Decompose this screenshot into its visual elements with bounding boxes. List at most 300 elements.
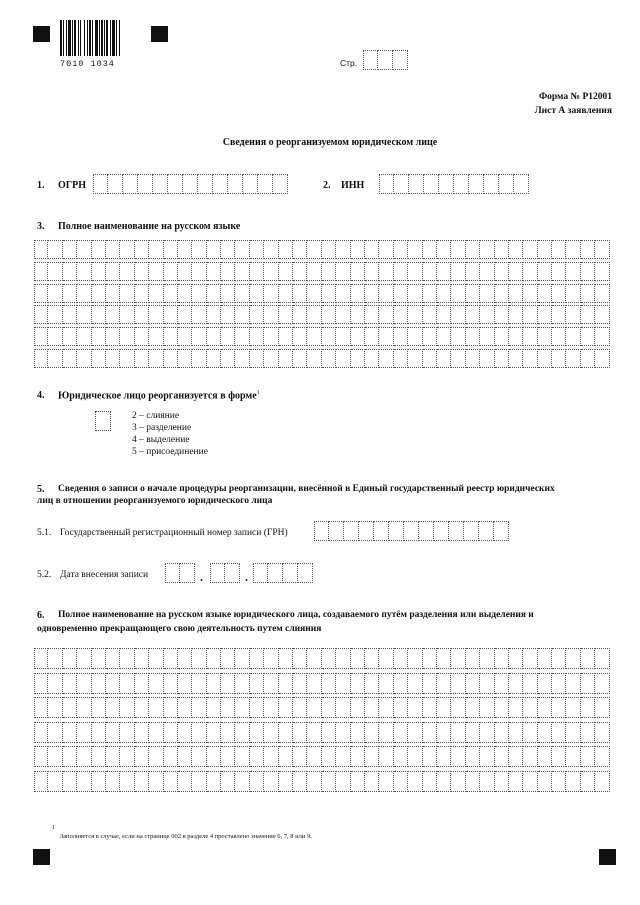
- char-cell[interactable]: [120, 262, 134, 281]
- char-cell[interactable]: [228, 174, 243, 194]
- char-cell[interactable]: [93, 174, 108, 194]
- char-cell[interactable]: [34, 722, 48, 743]
- char-cell[interactable]: [135, 262, 149, 281]
- char-cell[interactable]: [63, 284, 77, 303]
- char-cell[interactable]: [264, 673, 278, 694]
- char-cell[interactable]: [207, 746, 221, 767]
- char-cell[interactable]: [307, 746, 321, 767]
- char-cell[interactable]: [509, 284, 523, 303]
- char-cell[interactable]: [552, 771, 566, 792]
- char-cell[interactable]: [235, 697, 249, 718]
- char-cell[interactable]: [538, 673, 552, 694]
- char-cell[interactable]: [135, 327, 149, 346]
- char-cell[interactable]: [394, 722, 408, 743]
- char-cell[interactable]: [449, 521, 464, 541]
- char-cell[interactable]: [379, 327, 393, 346]
- char-cell[interactable]: [106, 327, 120, 346]
- char-cell[interactable]: [466, 284, 480, 303]
- char-cell[interactable]: [307, 648, 321, 669]
- char-cell[interactable]: [581, 648, 595, 669]
- char-cell[interactable]: [34, 648, 48, 669]
- char-cell[interactable]: [379, 262, 393, 281]
- char-cell[interactable]: [221, 722, 235, 743]
- char-cell[interactable]: [264, 697, 278, 718]
- char-cell[interactable]: [379, 349, 393, 368]
- char-cell[interactable]: [423, 240, 437, 259]
- char-cell[interactable]: [365, 349, 379, 368]
- char-cell[interactable]: [365, 305, 379, 324]
- char-cell[interactable]: [509, 349, 523, 368]
- char-cell[interactable]: [394, 174, 409, 194]
- char-cell[interactable]: [451, 305, 465, 324]
- char-cell[interactable]: [538, 746, 552, 767]
- char-cell[interactable]: [454, 174, 469, 194]
- char-cell[interactable]: [250, 262, 264, 281]
- char-cell[interactable]: [394, 262, 408, 281]
- char-cell[interactable]: [581, 284, 595, 303]
- char-cell[interactable]: [221, 327, 235, 346]
- char-cell[interactable]: [566, 349, 580, 368]
- char-cell[interactable]: [329, 521, 344, 541]
- char-cell[interactable]: [538, 349, 552, 368]
- char-cell[interactable]: [566, 284, 580, 303]
- char-cell[interactable]: [552, 673, 566, 694]
- char-cell[interactable]: [437, 284, 451, 303]
- char-cell[interactable]: [336, 746, 350, 767]
- char-cell[interactable]: [394, 327, 408, 346]
- char-cell[interactable]: [495, 305, 509, 324]
- char-cell[interactable]: [480, 327, 494, 346]
- char-cell[interactable]: [279, 240, 293, 259]
- char-cell[interactable]: [106, 262, 120, 281]
- char-cell[interactable]: [207, 284, 221, 303]
- char-cell[interactable]: [509, 648, 523, 669]
- char-cell[interactable]: [120, 648, 134, 669]
- char-cell[interactable]: [120, 771, 134, 792]
- char-cell[interactable]: [336, 284, 350, 303]
- char-cell[interactable]: [264, 648, 278, 669]
- char-cell[interactable]: [293, 771, 307, 792]
- char-cell[interactable]: [538, 284, 552, 303]
- char-cell[interactable]: [192, 697, 206, 718]
- char-cell[interactable]: [552, 722, 566, 743]
- char-cell[interactable]: [279, 648, 293, 669]
- char-cell[interactable]: [566, 746, 580, 767]
- char-cell[interactable]: [164, 240, 178, 259]
- char-cell[interactable]: [566, 240, 580, 259]
- char-cell[interactable]: [120, 673, 134, 694]
- char-cell[interactable]: [178, 771, 192, 792]
- char-cell[interactable]: [480, 648, 494, 669]
- char-cell[interactable]: [63, 746, 77, 767]
- char-cell[interactable]: [480, 349, 494, 368]
- date-month-input[interactable]: [210, 563, 240, 583]
- char-cell[interactable]: [279, 284, 293, 303]
- char-cell[interactable]: [221, 262, 235, 281]
- char-cell[interactable]: [379, 284, 393, 303]
- char-cell[interactable]: [552, 349, 566, 368]
- char-cell[interactable]: [523, 240, 537, 259]
- char-cell[interactable]: [351, 697, 365, 718]
- grid-row[interactable]: [34, 771, 610, 792]
- char-cell[interactable]: [466, 240, 480, 259]
- char-cell[interactable]: [77, 240, 91, 259]
- char-cell[interactable]: [379, 771, 393, 792]
- char-cell[interactable]: [293, 746, 307, 767]
- char-cell[interactable]: [451, 284, 465, 303]
- char-cell[interactable]: [423, 697, 437, 718]
- char-cell[interactable]: [77, 262, 91, 281]
- char-cell[interactable]: [365, 262, 379, 281]
- char-cell[interactable]: [307, 327, 321, 346]
- char-cell[interactable]: [523, 284, 537, 303]
- char-cell[interactable]: [279, 746, 293, 767]
- char-cell[interactable]: [34, 262, 48, 281]
- inn-input[interactable]: [379, 174, 529, 194]
- char-cell[interactable]: [423, 284, 437, 303]
- char-cell[interactable]: [466, 648, 480, 669]
- char-cell[interactable]: [351, 262, 365, 281]
- char-cell[interactable]: [437, 746, 451, 767]
- char-cell[interactable]: [523, 771, 537, 792]
- char-cell[interactable]: [48, 648, 62, 669]
- char-cell[interactable]: [581, 262, 595, 281]
- char-cell[interactable]: [92, 648, 106, 669]
- char-cell[interactable]: [439, 174, 454, 194]
- char-cell[interactable]: [469, 174, 484, 194]
- char-cell[interactable]: [322, 327, 336, 346]
- char-cell[interactable]: [409, 174, 424, 194]
- char-cell[interactable]: [192, 262, 206, 281]
- char-cell[interactable]: [192, 327, 206, 346]
- char-cell[interactable]: [63, 262, 77, 281]
- char-cell[interactable]: [48, 327, 62, 346]
- char-cell[interactable]: [192, 349, 206, 368]
- char-cell[interactable]: [48, 240, 62, 259]
- char-cell[interactable]: [264, 746, 278, 767]
- char-cell[interactable]: [389, 521, 404, 541]
- char-cell[interactable]: [250, 697, 264, 718]
- char-cell[interactable]: [63, 349, 77, 368]
- char-cell[interactable]: [207, 771, 221, 792]
- char-cell[interactable]: [423, 746, 437, 767]
- char-cell[interactable]: [365, 697, 379, 718]
- char-cell[interactable]: [322, 648, 336, 669]
- char-cell[interactable]: [322, 697, 336, 718]
- char-cell[interactable]: [379, 240, 393, 259]
- char-cell[interactable]: [495, 349, 509, 368]
- char-cell[interactable]: [351, 305, 365, 324]
- char-cell[interactable]: [149, 305, 163, 324]
- char-cell[interactable]: [135, 697, 149, 718]
- char-cell[interactable]: [279, 327, 293, 346]
- char-cell[interactable]: [120, 284, 134, 303]
- char-cell[interactable]: [135, 673, 149, 694]
- char-cell[interactable]: [293, 240, 307, 259]
- char-cell[interactable]: [192, 305, 206, 324]
- char-cell[interactable]: [499, 174, 514, 194]
- char-cell[interactable]: [164, 284, 178, 303]
- char-cell[interactable]: [164, 673, 178, 694]
- ogrn-input[interactable]: [93, 174, 288, 194]
- char-cell[interactable]: [437, 697, 451, 718]
- char-cell[interactable]: [495, 240, 509, 259]
- char-cell[interactable]: [48, 284, 62, 303]
- char-cell[interactable]: [221, 673, 235, 694]
- char-cell[interactable]: [34, 746, 48, 767]
- char-cell[interactable]: [106, 771, 120, 792]
- char-cell[interactable]: [92, 305, 106, 324]
- char-cell[interactable]: [351, 746, 365, 767]
- char-cell[interactable]: [351, 673, 365, 694]
- char-cell[interactable]: [408, 284, 422, 303]
- char-cell[interactable]: [92, 327, 106, 346]
- char-cell[interactable]: [149, 240, 163, 259]
- char-cell[interactable]: [437, 648, 451, 669]
- char-cell[interactable]: [408, 648, 422, 669]
- char-cell[interactable]: [293, 697, 307, 718]
- char-cell[interactable]: [120, 697, 134, 718]
- char-cell[interactable]: [379, 174, 394, 194]
- char-cell[interactable]: [120, 349, 134, 368]
- char-cell[interactable]: [92, 746, 106, 767]
- grn-input[interactable]: [314, 521, 509, 541]
- char-cell[interactable]: [164, 305, 178, 324]
- char-cell[interactable]: [92, 673, 106, 694]
- char-cell[interactable]: [408, 262, 422, 281]
- char-cell[interactable]: [322, 722, 336, 743]
- char-cell[interactable]: [63, 771, 77, 792]
- char-cell[interactable]: [464, 521, 479, 541]
- char-cell[interactable]: [63, 648, 77, 669]
- char-cell[interactable]: [92, 771, 106, 792]
- char-cell[interactable]: [34, 697, 48, 718]
- char-cell[interactable]: [264, 262, 278, 281]
- char-cell[interactable]: [135, 305, 149, 324]
- char-cell[interactable]: [423, 349, 437, 368]
- char-cell[interactable]: [408, 240, 422, 259]
- char-cell[interactable]: [423, 262, 437, 281]
- char-cell[interactable]: [279, 771, 293, 792]
- char-cell[interactable]: [509, 771, 523, 792]
- char-cell[interactable]: [63, 697, 77, 718]
- char-cell[interactable]: [581, 240, 595, 259]
- char-cell[interactable]: [48, 349, 62, 368]
- char-cell[interactable]: [451, 327, 465, 346]
- char-cell[interactable]: [106, 648, 120, 669]
- char-cell[interactable]: [466, 722, 480, 743]
- char-cell[interactable]: [322, 673, 336, 694]
- char-cell[interactable]: [451, 771, 465, 792]
- char-cell[interactable]: [595, 305, 609, 324]
- char-cell[interactable]: [279, 262, 293, 281]
- char-cell[interactable]: [322, 746, 336, 767]
- char-cell[interactable]: [495, 697, 509, 718]
- char-cell[interactable]: [250, 284, 264, 303]
- char-cell[interactable]: [221, 648, 235, 669]
- char-cell[interactable]: [437, 673, 451, 694]
- char-cell[interactable]: [466, 673, 480, 694]
- char-cell[interactable]: [552, 305, 566, 324]
- grid-row[interactable]: [34, 327, 610, 346]
- char-cell[interactable]: [207, 673, 221, 694]
- char-cell[interactable]: [293, 722, 307, 743]
- char-cell[interactable]: [379, 697, 393, 718]
- char-cell[interactable]: [77, 746, 91, 767]
- char-cell[interactable]: [408, 722, 422, 743]
- char-cell[interactable]: [77, 349, 91, 368]
- char-cell[interactable]: [120, 722, 134, 743]
- char-cell[interactable]: [595, 284, 609, 303]
- char-cell[interactable]: [495, 648, 509, 669]
- char-cell[interactable]: [149, 284, 163, 303]
- char-cell[interactable]: [480, 673, 494, 694]
- char-cell[interactable]: [595, 327, 609, 346]
- char-cell[interactable]: [523, 262, 537, 281]
- char-cell[interactable]: [235, 349, 249, 368]
- char-cell[interactable]: [213, 174, 228, 194]
- char-cell[interactable]: [394, 697, 408, 718]
- char-cell[interactable]: [235, 722, 249, 743]
- char-cell[interactable]: [408, 327, 422, 346]
- char-cell[interactable]: [566, 697, 580, 718]
- grid-row[interactable]: [34, 240, 610, 259]
- char-cell[interactable]: [322, 284, 336, 303]
- char-cell[interactable]: [480, 771, 494, 792]
- char-cell[interactable]: [538, 327, 552, 346]
- char-cell[interactable]: [258, 174, 273, 194]
- char-cell[interactable]: [48, 746, 62, 767]
- reorg-form-code-input[interactable]: [95, 411, 111, 431]
- char-cell[interactable]: [235, 746, 249, 767]
- char-cell[interactable]: [365, 327, 379, 346]
- char-cell[interactable]: [423, 648, 437, 669]
- char-cell[interactable]: [63, 673, 77, 694]
- char-cell[interactable]: [581, 305, 595, 324]
- char-cell[interactable]: [135, 771, 149, 792]
- char-cell[interactable]: [164, 722, 178, 743]
- char-cell[interactable]: [523, 722, 537, 743]
- char-cell[interactable]: [408, 697, 422, 718]
- char-cell[interactable]: [336, 349, 350, 368]
- char-cell[interactable]: [451, 673, 465, 694]
- char-cell[interactable]: [437, 327, 451, 346]
- char-cell[interactable]: [566, 771, 580, 792]
- char-cell[interactable]: [581, 327, 595, 346]
- char-cell[interactable]: [479, 521, 494, 541]
- char-cell[interactable]: [250, 746, 264, 767]
- char-cell[interactable]: [178, 262, 192, 281]
- char-cell[interactable]: [106, 240, 120, 259]
- char-cell[interactable]: [235, 262, 249, 281]
- char-cell[interactable]: [394, 673, 408, 694]
- char-cell[interactable]: [423, 771, 437, 792]
- char-cell[interactable]: [365, 771, 379, 792]
- char-cell[interactable]: [538, 697, 552, 718]
- char-cell[interactable]: [581, 697, 595, 718]
- char-cell[interactable]: [437, 305, 451, 324]
- char-cell[interactable]: [120, 240, 134, 259]
- char-cell[interactable]: [149, 349, 163, 368]
- char-cell[interactable]: [34, 673, 48, 694]
- char-cell[interactable]: [451, 648, 465, 669]
- char-cell[interactable]: [374, 521, 389, 541]
- char-cell[interactable]: [164, 349, 178, 368]
- char-cell[interactable]: [307, 305, 321, 324]
- char-cell[interactable]: [336, 305, 350, 324]
- char-cell[interactable]: [235, 648, 249, 669]
- char-cell[interactable]: [509, 673, 523, 694]
- char-cell[interactable]: [451, 722, 465, 743]
- char-cell[interactable]: [34, 349, 48, 368]
- char-cell[interactable]: [351, 771, 365, 792]
- char-cell[interactable]: [404, 521, 419, 541]
- char-cell[interactable]: [509, 262, 523, 281]
- char-cell[interactable]: [581, 349, 595, 368]
- char-cell[interactable]: [250, 648, 264, 669]
- char-cell[interactable]: [394, 648, 408, 669]
- char-cell[interactable]: [207, 327, 221, 346]
- char-cell[interactable]: [207, 305, 221, 324]
- char-cell[interactable]: [365, 673, 379, 694]
- char-cell[interactable]: [264, 305, 278, 324]
- char-cell[interactable]: [595, 262, 609, 281]
- char-cell[interactable]: [394, 240, 408, 259]
- char-cell[interactable]: [538, 722, 552, 743]
- char-cell[interactable]: [394, 284, 408, 303]
- char-cell[interactable]: [552, 697, 566, 718]
- char-cell[interactable]: [135, 648, 149, 669]
- char-cell[interactable]: [595, 722, 609, 743]
- grid-row[interactable]: [34, 349, 610, 368]
- char-cell[interactable]: [307, 673, 321, 694]
- char-cell[interactable]: [495, 327, 509, 346]
- char-cell[interactable]: [123, 174, 138, 194]
- char-cell[interactable]: [77, 327, 91, 346]
- char-cell[interactable]: [250, 771, 264, 792]
- char-cell[interactable]: [149, 722, 163, 743]
- page-number-field[interactable]: [363, 50, 408, 70]
- char-cell[interactable]: [451, 262, 465, 281]
- char-cell[interactable]: [523, 673, 537, 694]
- char-cell[interactable]: [164, 327, 178, 346]
- char-cell[interactable]: [207, 240, 221, 259]
- grid-row[interactable]: [34, 262, 610, 281]
- char-cell[interactable]: [235, 771, 249, 792]
- char-cell[interactable]: [480, 697, 494, 718]
- char-cell[interactable]: [192, 722, 206, 743]
- char-cell[interactable]: [164, 648, 178, 669]
- char-cell[interactable]: [379, 648, 393, 669]
- char-cell[interactable]: [480, 262, 494, 281]
- char-cell[interactable]: [307, 240, 321, 259]
- char-cell[interactable]: [437, 771, 451, 792]
- char-cell[interactable]: [235, 327, 249, 346]
- date-year-input[interactable]: [253, 563, 313, 583]
- char-cell[interactable]: [192, 648, 206, 669]
- char-cell[interactable]: [494, 521, 509, 541]
- char-cell[interactable]: [437, 722, 451, 743]
- char-cell[interactable]: [34, 305, 48, 324]
- char-cell[interactable]: [250, 305, 264, 324]
- char-cell[interactable]: [92, 349, 106, 368]
- char-cell[interactable]: [408, 673, 422, 694]
- char-cell[interactable]: [293, 673, 307, 694]
- char-cell[interactable]: [149, 648, 163, 669]
- char-cell[interactable]: [408, 305, 422, 324]
- char-cell[interactable]: [279, 349, 293, 368]
- char-cell[interactable]: [273, 174, 288, 194]
